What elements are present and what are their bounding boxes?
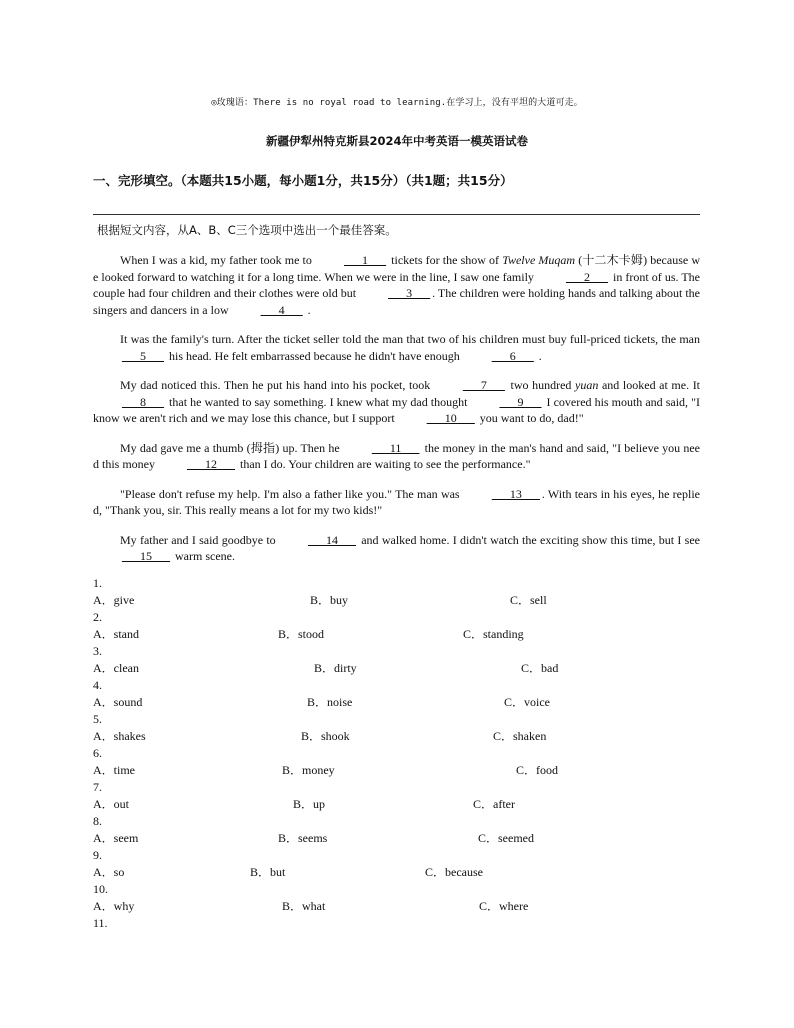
option-c[interactable]: C．because bbox=[425, 865, 483, 879]
blank-12: ___12___ bbox=[187, 457, 235, 471]
option-a[interactable]: A．why bbox=[93, 899, 135, 913]
option-b[interactable]: B．stood bbox=[278, 627, 325, 641]
option-b[interactable]: B．what bbox=[282, 899, 326, 913]
text-run: than I do. Your children are waiting to see the performance." bbox=[237, 457, 531, 471]
option-a[interactable]: A．clean bbox=[93, 661, 139, 675]
option-row bbox=[93, 864, 700, 881]
question-number: 11. bbox=[93, 916, 108, 930]
option-row bbox=[93, 898, 700, 915]
text-run: tickets for the show of bbox=[388, 253, 503, 267]
text-run: . bbox=[535, 348, 542, 363]
option-a[interactable]: A．so bbox=[93, 865, 125, 879]
option-a[interactable]: A．sound bbox=[93, 695, 143, 709]
instruction-text: 根据短文内容，从A、B、C三个选项中选出一个最佳答案。 bbox=[97, 223, 397, 237]
option-b[interactable]: B．seems bbox=[278, 831, 328, 845]
option-b[interactable]: B．money bbox=[282, 763, 335, 777]
option-c[interactable]: C．food bbox=[516, 763, 559, 777]
text-run: . The children were holding hands and talking about the singers and dancers in a low bbox=[93, 286, 700, 317]
option-c[interactable]: C．standing bbox=[463, 627, 524, 641]
option-c[interactable]: C．sell bbox=[510, 593, 547, 607]
option-b[interactable]: B．dirty bbox=[314, 661, 357, 675]
blank-1: ___1___ bbox=[344, 253, 387, 267]
option-row bbox=[93, 592, 700, 609]
exam-title: 新疆伊犁州特克斯县2024年中考英语一模英语试卷 bbox=[265, 134, 528, 148]
text-run: . With tears in his eyes, he replied, "Thank you, sir. This really means a lot for my two kids!" bbox=[93, 486, 700, 517]
option-row bbox=[93, 830, 700, 847]
blank-2: ___2___ bbox=[565, 269, 608, 284]
option-c[interactable]: C．shaken bbox=[493, 729, 547, 743]
option-row bbox=[93, 694, 700, 711]
question-number: 5. bbox=[93, 712, 102, 726]
text-run: (十二木卡姆) because we looked forward to watching it for a long time. When we were in the line, I saw one family bbox=[93, 253, 700, 284]
paragraph-4 bbox=[93, 440, 700, 473]
option-b[interactable]: B．but bbox=[250, 865, 286, 879]
question-number: 3. bbox=[93, 644, 102, 658]
question-number: 8. bbox=[93, 814, 102, 828]
option-a[interactable]: A．shakes bbox=[93, 729, 146, 743]
text-run: I covered his mouth and said, "I know we aren't rich and we may lose this chance, but I support bbox=[93, 394, 700, 425]
text-run: My father and I said goodbye to bbox=[120, 532, 279, 547]
blank-3: ___3___ bbox=[388, 286, 431, 300]
text-run: . bbox=[304, 302, 311, 317]
option-b[interactable]: B．shook bbox=[301, 729, 350, 743]
text-run: It was the family's turn. After the ticket seller told the man that two of his children must buy full-priced tickets, the man bbox=[120, 332, 700, 346]
text-run: the money in the man's hand and said, "I believe you need this money bbox=[93, 440, 701, 471]
question-list bbox=[93, 575, 700, 932]
text-run: My dad gave me a thumb (拇指) up. Then he bbox=[120, 440, 343, 455]
paragraph-1 bbox=[93, 252, 700, 318]
option-b[interactable]: B．up bbox=[293, 797, 326, 811]
text-run: and walked home. I didn't watch the exciting show this time, but I see bbox=[357, 532, 700, 547]
question-number: 7. bbox=[93, 780, 102, 794]
question-number: 4. bbox=[93, 678, 102, 692]
paragraph-6 bbox=[93, 532, 700, 565]
option-c[interactable]: C．after bbox=[473, 797, 515, 811]
section-divider bbox=[93, 214, 700, 215]
blank-11: ___11___ bbox=[371, 440, 420, 455]
blank-15: ___15___ bbox=[122, 549, 170, 563]
option-c[interactable]: C．bad bbox=[521, 661, 559, 675]
blank-13: ___13___ bbox=[491, 486, 540, 501]
section-heading: 一、完形填空。（本题共15小题，每小题1分，共15分）（共1题；共15分） bbox=[93, 173, 513, 188]
option-row bbox=[93, 728, 700, 745]
blank-4: ___4___ bbox=[260, 302, 303, 317]
cloze-passage bbox=[93, 252, 700, 578]
option-row bbox=[93, 762, 700, 779]
paragraph-5 bbox=[93, 486, 700, 519]
blank-10: ___10___ bbox=[426, 411, 475, 425]
option-row bbox=[93, 660, 700, 677]
option-a[interactable]: A．time bbox=[93, 763, 135, 777]
blank-6: ___6___ bbox=[491, 348, 534, 363]
question-number: 1. bbox=[93, 576, 102, 590]
question-number: 9. bbox=[93, 848, 102, 862]
question-number: 6. bbox=[93, 746, 102, 760]
option-row bbox=[93, 626, 700, 643]
option-a[interactable]: A．give bbox=[93, 593, 135, 607]
text-run: My dad noticed this. Then he put his hand into his pocket, took bbox=[120, 378, 434, 392]
question-number: 2. bbox=[93, 610, 102, 624]
text-run: you want to do, dad!" bbox=[476, 411, 584, 425]
option-c[interactable]: C．where bbox=[479, 899, 529, 913]
text-run: warm scene. bbox=[172, 549, 235, 563]
blank-7: ___7___ bbox=[462, 378, 505, 392]
paragraph-2 bbox=[93, 331, 700, 364]
blank-8: ___8___ bbox=[122, 394, 164, 409]
option-row bbox=[93, 796, 700, 813]
option-b[interactable]: B．noise bbox=[307, 695, 353, 709]
blank-14: ___14___ bbox=[307, 532, 356, 547]
text-run: two hundred bbox=[506, 378, 576, 392]
option-a[interactable]: A．seem bbox=[93, 831, 139, 845]
motto-header: ◎玫瑰语：There is no royal road to learning.在学习上，没有平坦的大道可走。 bbox=[211, 98, 583, 108]
blank-5: ___5___ bbox=[122, 348, 164, 363]
option-a[interactable]: A．out bbox=[93, 797, 130, 811]
option-b[interactable]: B．buy bbox=[310, 593, 349, 607]
option-a[interactable]: A．stand bbox=[93, 627, 139, 641]
italic-term: Twelve Muqam bbox=[502, 253, 576, 267]
text-run: that he wanted to say something. I knew what my dad thought bbox=[166, 394, 471, 409]
text-run: When I was a kid, my father took me to bbox=[120, 253, 316, 267]
italic-term: yuan bbox=[575, 378, 599, 392]
text-run: his head. He felt embarrassed because he didn't have enough bbox=[166, 348, 463, 363]
option-c[interactable]: C．voice bbox=[504, 695, 550, 709]
option-c[interactable]: C．seemed bbox=[478, 831, 534, 845]
text-run: in front of us. The couple had four children and their clothes were old but bbox=[93, 269, 701, 300]
blank-9: ___9___ bbox=[499, 394, 542, 409]
question-number: 10. bbox=[93, 882, 108, 896]
text-run: and looked at me. It bbox=[598, 378, 701, 392]
text-run: "Please don't refuse my help. I'm also a father like you." The man was bbox=[120, 486, 463, 501]
paragraph-3 bbox=[93, 377, 700, 427]
